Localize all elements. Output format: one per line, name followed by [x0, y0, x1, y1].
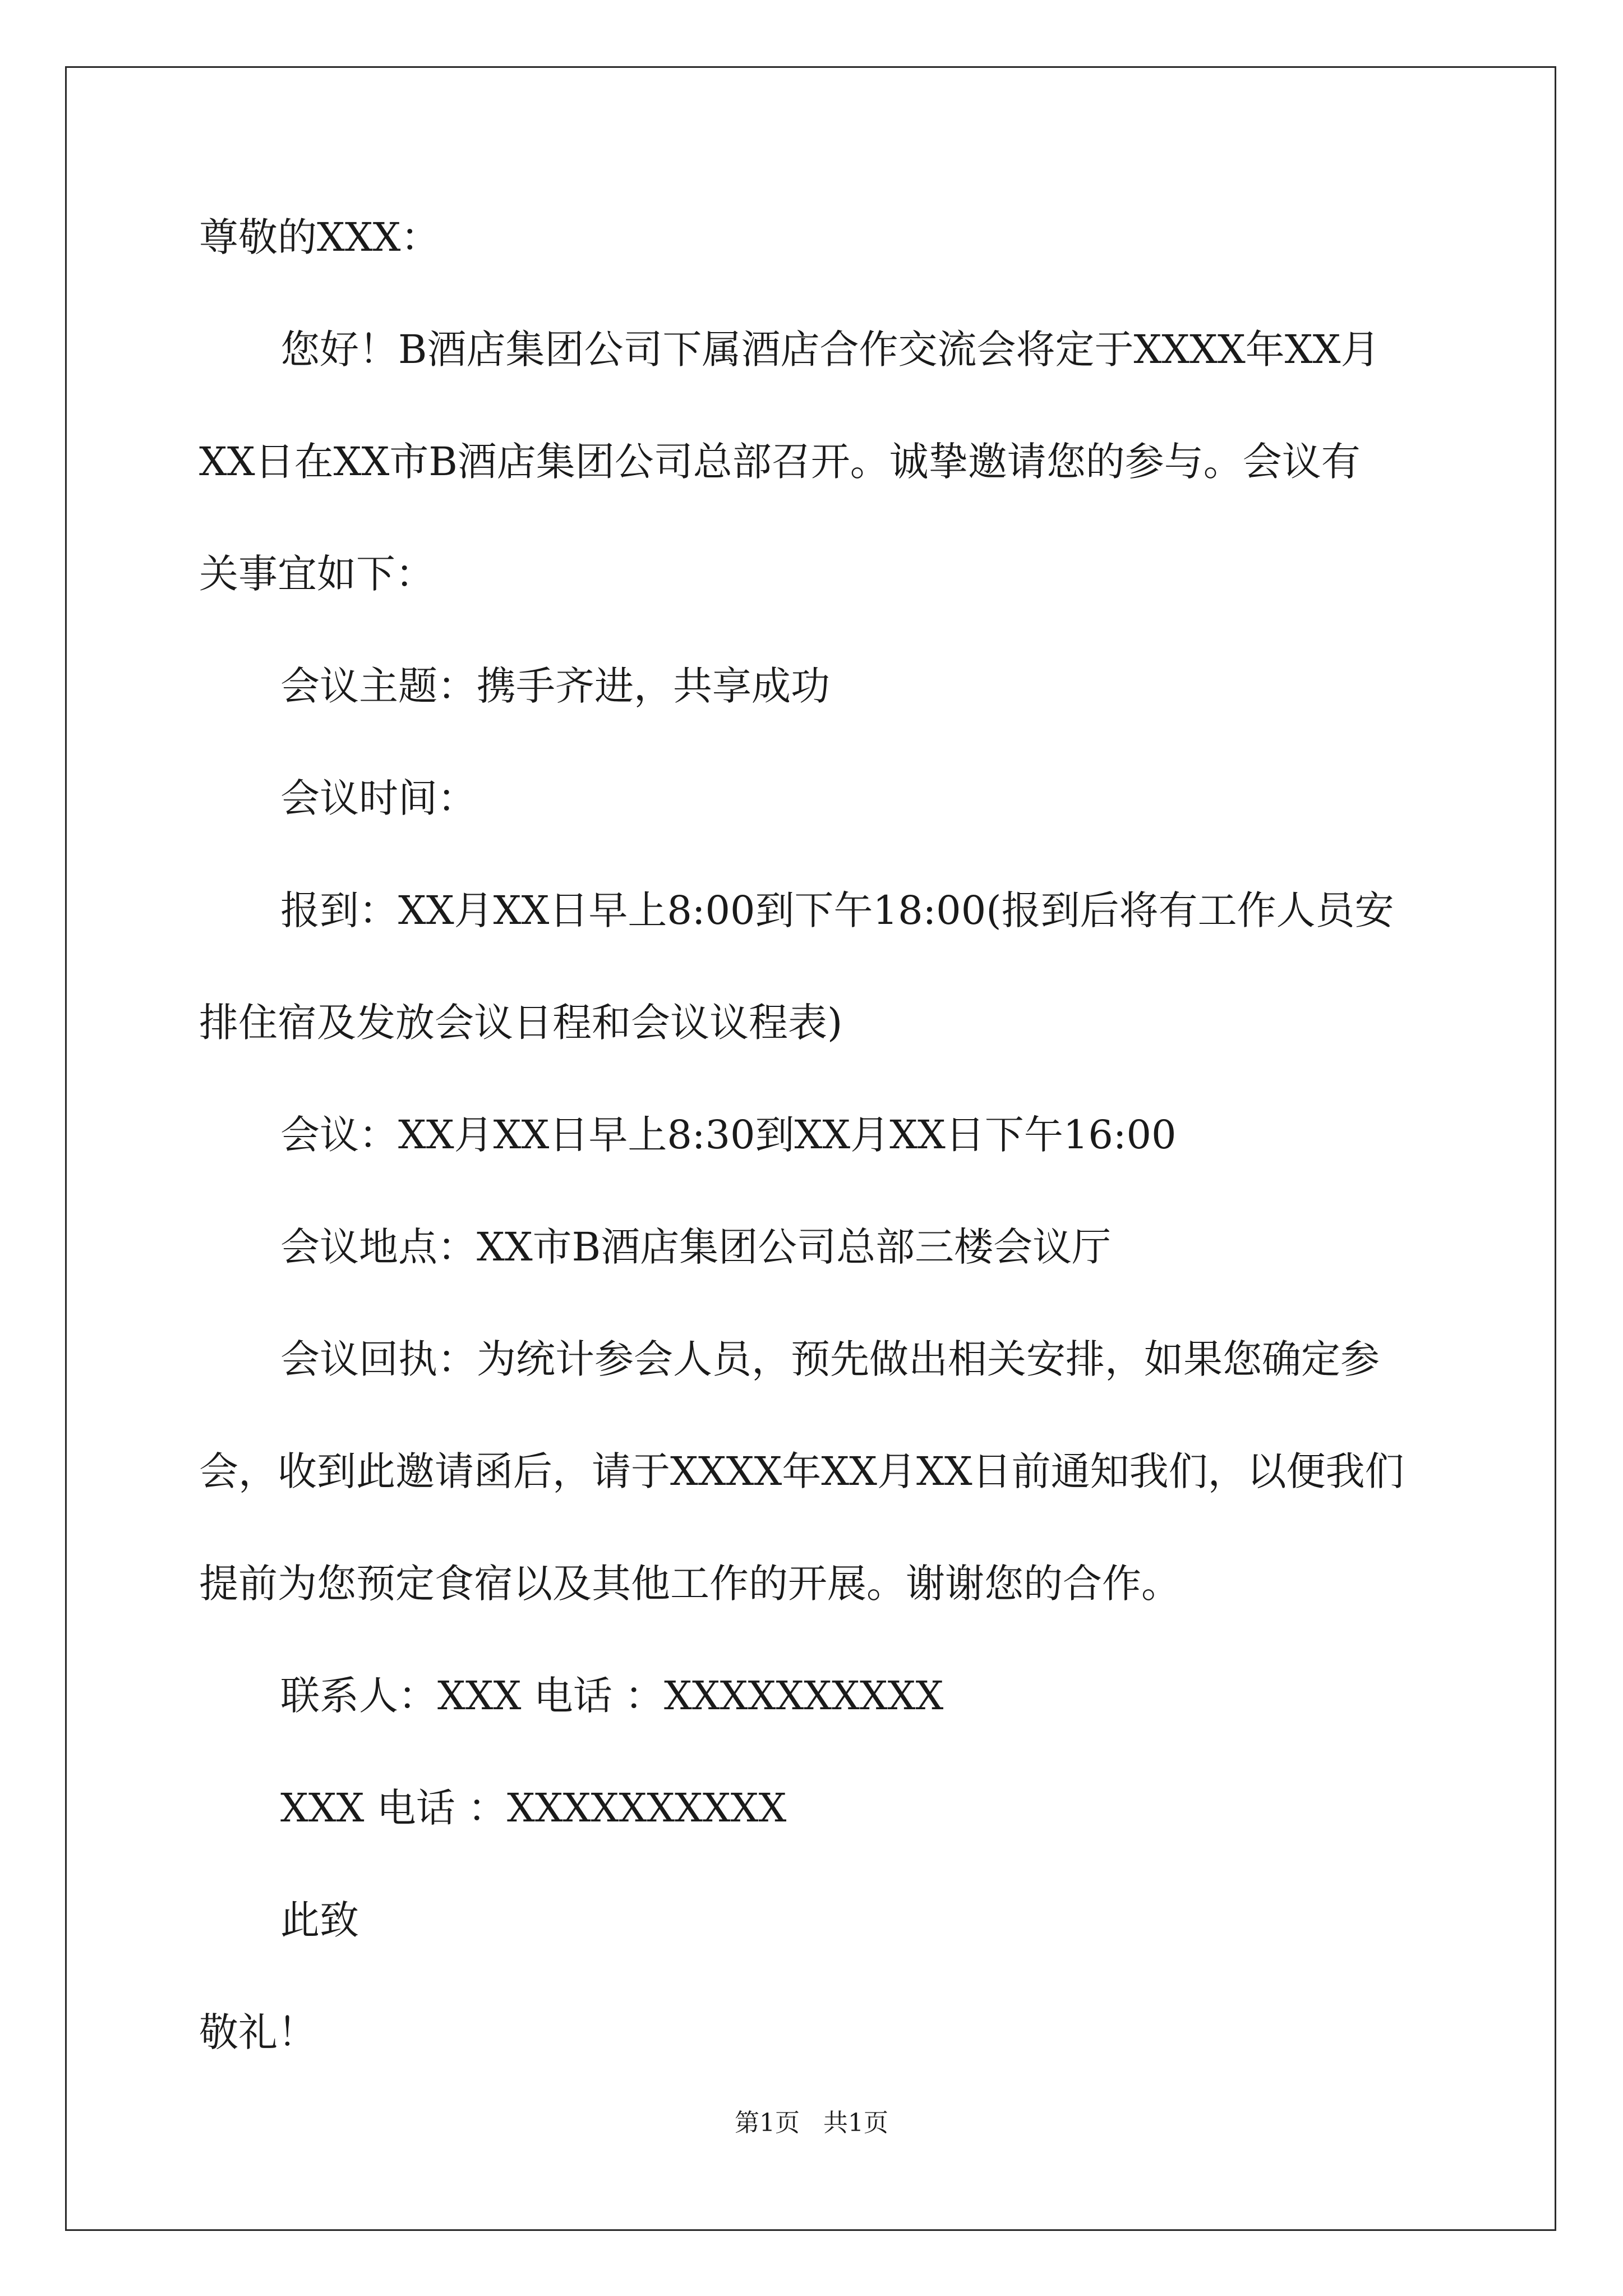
meeting-location: 会议地点：XX市B酒店集团公司总部三楼会议厅 [280, 1224, 1112, 1270]
checkin-line-1: 报到：XX月XX日早上8:00到下午18:00(报到后将有工作人员安 [280, 887, 1394, 933]
page-number-footer: 第1页 共1页 [735, 2109, 888, 2137]
contact-person-2: XXX 电话 ：XXXXXXXXXX [280, 1785, 787, 1831]
closing-ci-zhi: 此致 [280, 1897, 359, 1943]
intro-paragraph-line-2: XX日在XX市B酒店集团公司总部召开。诚挚邀请您的参与。会议有 [199, 439, 1361, 485]
meeting-theme: 会议主题：携手齐进，共享成功 [280, 663, 830, 709]
checkin-line-2: 排住宿及发放会议日程和会议议程表) [199, 1000, 843, 1046]
intro-paragraph-line-3: 关事宜如下： [199, 551, 435, 597]
reply-paragraph-line-2: 会，收到此邀请函后，请于XXXX年XX月XX日前通知我们，以便我们 [199, 1448, 1404, 1494]
meeting-time-heading: 会议时间： [280, 775, 477, 821]
reply-paragraph-line-3: 提前为您预定食宿以及其他工作的开展。谢谢您的合作。 [199, 1561, 1181, 1607]
salutation: 尊敬的XXX： [199, 214, 440, 260]
contact-person-1: 联系人：XXX 电话 ：XXXXXXXXXX [280, 1673, 944, 1719]
closing-jing-li: 敬礼！ [199, 2009, 317, 2055]
intro-paragraph-line-1: 您好！B酒店集团公司下属酒店合作交流会将定于XXXX年XX月 [280, 326, 1380, 372]
reply-paragraph-line-1: 会议回执：为统计参会人员，预先做出相关安排，如果您确定参 [280, 1336, 1380, 1382]
meeting-schedule: 会议：XX月XX日早上8:30到XX月XX日下午16:00 [280, 1112, 1177, 1158]
